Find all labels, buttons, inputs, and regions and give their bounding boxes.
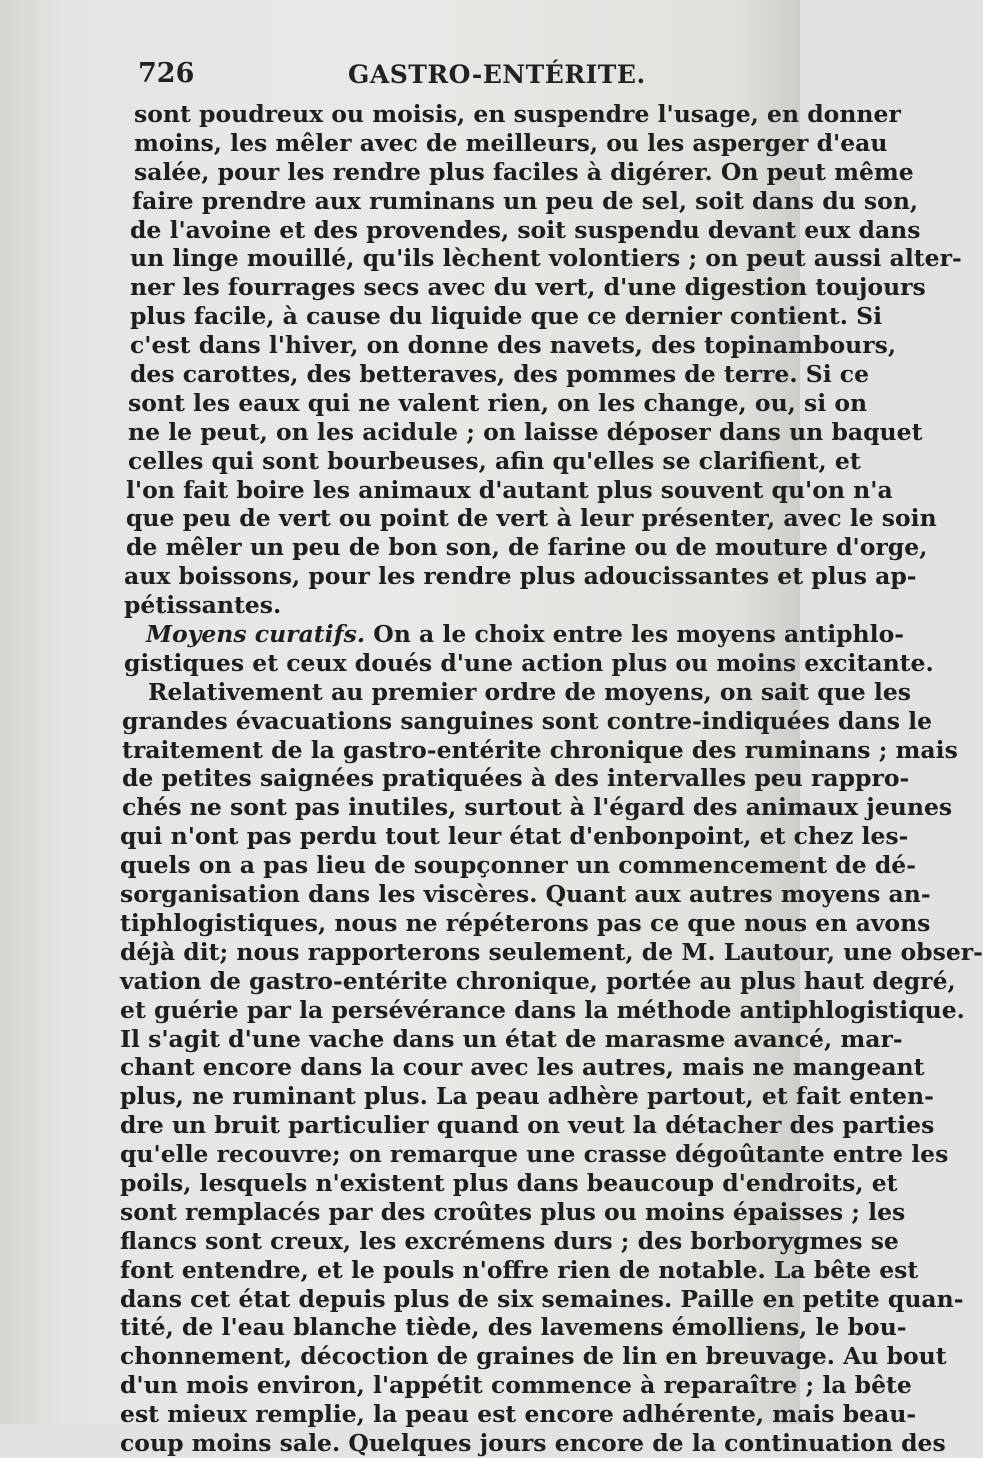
text-line: font entendre, et le pouls n'offre rien de notable. La bête est [120,1255,919,1284]
text-line: déjà dit; nous rapporterons seulement, de M. Lautour, une obser- [120,937,983,966]
running-head: GASTRO-ENTÉRITE. [348,60,646,89]
text-line: pétissantes. [124,591,282,620]
text-line: plus, ne ruminant plus. La peau adhère partout, et fait enten- [120,1082,934,1111]
text-line: vation de gastro-entérite chronique, portée au plus haut degré, [120,966,956,995]
text-line: sont poudreux ou moisis, en suspendre l'usage, en donner [134,100,901,128]
page-number: 726 [138,58,195,89]
text-line: sont remplacés par des croûtes plus ou moins épaisses ; les [120,1197,906,1226]
text-line: gistiques et ceux doués d'une action plus ou moins excitante. [124,648,934,677]
text-line: flancs sont creux, les excrémens durs ; des borborygmes se [120,1226,899,1255]
text-line: de petites saignées pratiquées à des intervalles peu rappro- [122,764,910,793]
text-line: ner les fourrages secs avec du vert, d'une digestion toujours [130,273,926,302]
text-line: ne le peut, on les acidule ; on laisse déposer dans un baquet [128,417,923,446]
text-line: tiphlogistiques, nous ne répéterons pas ce que nous en avons [120,908,931,937]
text-line: traitement de la gastro-entérite chronique des ruminans ; mais [122,735,958,764]
text-line: poils, lesquels n'existent plus dans beaucoup d'endroits, et [120,1168,898,1197]
text-line: salée, pour les rendre plus faciles à digérer. On peut même [134,157,914,186]
text-line: sorganisation dans les viscères. Quant aux autres moyens an- [120,880,931,909]
text-line: coup moins sale. Quelques jours encore de la continuation des [120,1428,946,1457]
text-line: l'on fait boire les animaux d'autant plus souvent qu'on n'a [126,475,893,504]
text-line: tité, de l'eau blanche tiède, des lavemens émolliens, le bou- [120,1313,907,1342]
text-line: et guérie par la persévérance dans la méthode antiphlogistique. [120,995,965,1024]
text-line: plus facile, à cause du liquide que ce dernier contient. Si [130,302,883,331]
text-line: celles qui sont bourbeuses, afin qu'elles se clarifient, et [128,446,861,475]
text-line: Moyens curatifs. On a le choix entre les moyens antiphlo- [146,620,904,649]
text-line: qui n'ont pas perdu tout leur état d'enbonpoint, et chez les- [120,822,909,851]
text-line: dre un bruit particulier quand on veut la détacher des parties [120,1111,935,1140]
text-line: est mieux remplie, la peau est encore adhérente, mais beau- [120,1400,917,1429]
text-line: un linge mouillé, qu'ils lèchent volontiers ; on peut aussi alter- [130,244,962,273]
text-line: chés ne sont pas inutiles, surtout à l'égard des animaux jeunes [122,793,953,822]
text-line: c'est dans l'hiver, on donne des navets, des topinambours, [130,331,897,360]
text-line: chonnement, décoction de graines de lin en breuvage. Au bout [120,1342,947,1371]
body-text [100,100,983,1458]
text-line: faire prendre aux ruminans un peu de sel, soit dans du son, [132,186,919,215]
page-header [138,58,658,98]
text-line: grandes évacuations sanguines sont contre-indiquées dans le [122,706,933,735]
section-lead: Moyens curatifs. [146,620,366,649]
text-line: de l'avoine et des provendes, soit suspendu devant eux dans [130,215,921,244]
text-line: aux boissons, pour les rendre plus adoucissantes et plus ap- [124,562,917,591]
text-line: quels on a pas lieu de soupçonner un commencement de dé- [120,851,916,880]
text-line: sont les eaux qui ne valent rien, on les change, ou, si on [128,388,868,417]
text-line: dans cet état depuis plus de six semaines. Paille en petite quan- [120,1284,964,1313]
text-line: que peu de vert ou point de vert à leur présenter, avec le soin [126,504,937,533]
text-line: d'un mois environ, l'appétit commence à reparaître ; la bête [120,1371,912,1400]
text-line: Relativement au premier ordre de moyens, on sait que les [148,677,912,706]
text-line: qu'elle recouvre; on remarque une crasse dégoûtante entre les [120,1140,949,1169]
text-line: des carottes, des betteraves, des pommes de terre. Si ce [130,360,870,389]
text-line: moins, les mêler avec de meilleurs, ou les asperger d'eau [134,128,888,157]
text-line: Il s'agit d'une vache dans un état de marasme avancé, mar- [120,1024,903,1053]
text-line: chant encore dans la cour avec les autres, mais ne mangeant [120,1053,925,1082]
text-line: de mêler un peu de bon son, de farine ou de mouture d'orge, [126,533,928,562]
